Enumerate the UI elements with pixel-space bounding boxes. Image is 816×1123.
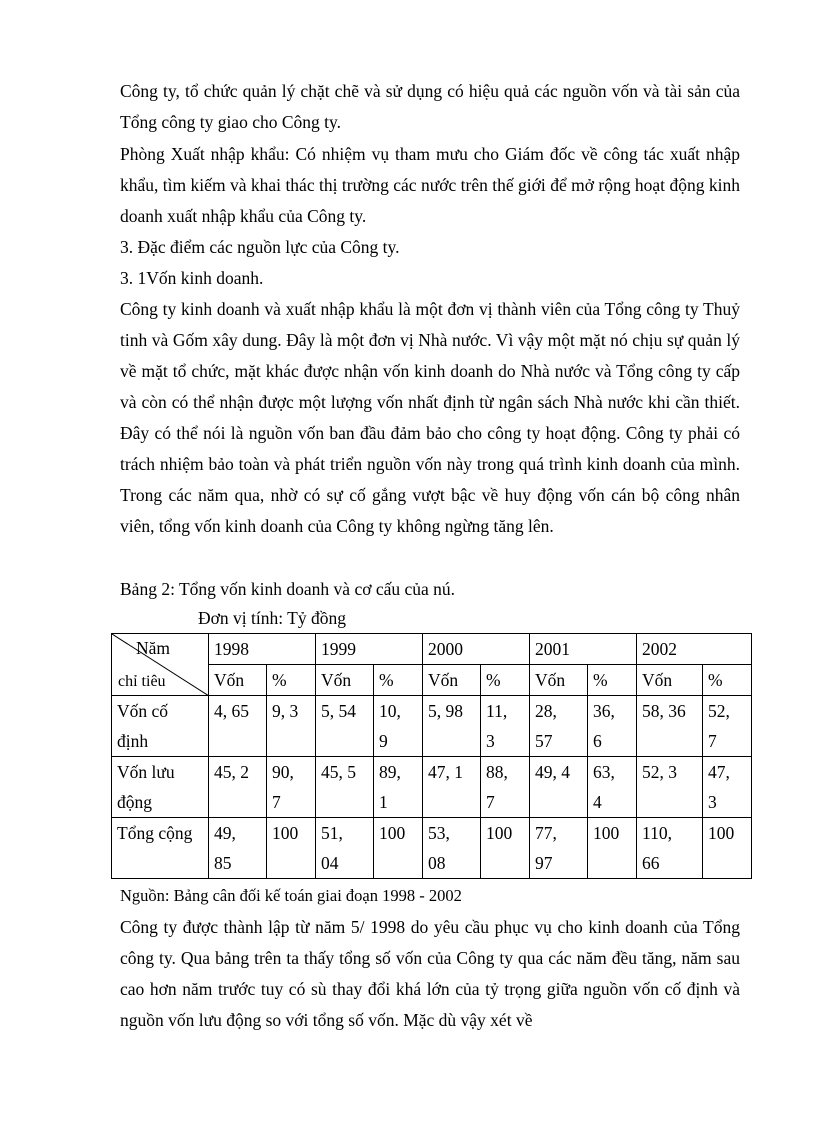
subheader-capital: Vốn — [209, 665, 267, 696]
table-cell: 52, 3 — [637, 757, 703, 818]
table-cell: 5, 98 — [423, 696, 481, 757]
table-corner-cell — [112, 634, 209, 696]
table-cell: 28, 57 — [530, 696, 588, 757]
table-cell: 53, 08 — [423, 818, 481, 879]
table-header-years — [112, 634, 752, 665]
subheader-percent: % — [374, 665, 423, 696]
table-cell: 100 — [481, 818, 530, 879]
subheader-percent: % — [267, 665, 316, 696]
subheader-capital: Vốn — [316, 665, 374, 696]
table-row-total — [112, 818, 752, 879]
year-header: 2001 — [530, 634, 637, 665]
table-cell: 10, 9 — [374, 696, 423, 757]
paragraph-analysis: Công ty được thành lập từ năm 5/ 1998 do yêu cầu phục vụ cho kinh doanh của Tổng công ty. Qua bảng trên ta thấy tổng số vốn của Công ty qua các năm đều tăng, năm sau cao hơn năm trước tuy có sù thay đổi khá lớn của tỷ trọng giữa nguồn vốn cố định và nguồn vốn lưu động so với tổng số vốn. Mặc dù vậy xét về — [120, 917, 740, 1030]
table-cell: 100 — [703, 818, 752, 879]
table-cell: 47, 1 — [423, 757, 481, 818]
paragraph-import-export-dept: Phòng Xuất nhập khẩu: Có nhiệm vụ tham mưu cho Giám đốc về công tác xuất nhập khẩu, tìm kiếm và khai thác thị trường các nước trên thế giới để mở rộng hoạt động kinh doanh xuất nhập khẩu của Công ty. — [120, 144, 740, 226]
section-heading-3-1: 3. 1Vốn kinh doanh. — [120, 268, 264, 288]
subheader-capital: Vốn — [530, 665, 588, 696]
paragraph-capital: Công ty kinh doanh và xuất nhập khẩu là một đơn vị thành viên của Tổng công ty Thuỷ tinh và Gốm xây dung. Đây là một đơn vị Nhà nước. Vì vậy một mặt nó chịu sự quản lý về mặt tổ chức, mặt khác được nhận vốn kinh doanh do Nhà nước và Tổng công ty cấp và còn có thể nhận được một lượng vốn nhất định từ ngân sách Nhà nước khi cần thiết. Đây có thể nói là nguồn vốn ban đầu đảm bảo cho công ty hoạt động. Công ty phải có trách nhiệm bảo toàn và phát triển nguồn vốn này trong quá trình kinh doanh của mình. Trong các năm qua, nhờ có sự cố gắng vượt bậc về huy động vốn cán bộ công nhân viên, tổng vốn kinh doanh của Công ty không ngừng tăng lên. — [120, 299, 740, 536]
year-header: 2002 — [637, 634, 752, 665]
table-cell: 4, 65 — [209, 696, 267, 757]
corner-label-criteria: chỉ tiêu — [118, 673, 166, 690]
year-header: 1999 — [316, 634, 423, 665]
table-cell: 36, 6 — [588, 696, 637, 757]
table-cell: 100 — [374, 818, 423, 879]
year-header: 1998 — [209, 634, 316, 665]
table-row-fixed-capital — [112, 696, 752, 757]
table-cell: 89, 1 — [374, 757, 423, 818]
table-source: Nguồn: Bảng cân đối kế toán giai đoạn 1998 - 2002 — [120, 886, 462, 905]
paragraph-accounting: Công ty, tổ chức quản lý chặt chẽ và sử dụng có hiệu quả các nguồn vốn và tài sản của Tổng công ty giao cho Công ty. — [120, 81, 740, 132]
subheader-percent: % — [703, 665, 752, 696]
capital-table — [111, 633, 752, 879]
table-cell: 63, 4 — [588, 757, 637, 818]
table-cell: 58, 36 — [637, 696, 703, 757]
table-cell: 51, 04 — [316, 818, 374, 879]
table-unit: Đơn vị tính: Tỷ đồng — [198, 608, 346, 628]
row-label: Vốn cố định — [112, 696, 209, 757]
table-caption: Bảng 2: Tổng vốn kinh doanh và cơ cấu của nú. — [120, 579, 456, 599]
table-cell: 11, 3 — [481, 696, 530, 757]
table-cell: 5, 54 — [316, 696, 374, 757]
corner-label-year: Năm — [136, 638, 171, 658]
section-heading-3: 3. Đặc điểm các nguồn lực của Công ty. — [120, 237, 400, 257]
row-label: Vốn lưu động — [112, 757, 209, 818]
table-cell: 45, 5 — [316, 757, 374, 818]
table-row-working-capital — [112, 757, 752, 818]
table-cell: 47, 3 — [703, 757, 752, 818]
subheader-percent: % — [588, 665, 637, 696]
table-cell: 49, 85 — [209, 818, 267, 879]
table-cell: 77, 97 — [530, 818, 588, 879]
row-label: Tổng cộng — [112, 818, 209, 879]
table-cell: 110, 66 — [637, 818, 703, 879]
table-cell: 45, 2 — [209, 757, 267, 818]
subheader-percent: % — [481, 665, 530, 696]
year-header: 2000 — [423, 634, 530, 665]
table-cell: 88, 7 — [481, 757, 530, 818]
table-cell: 9, 3 — [267, 696, 316, 757]
subheader-capital: Vốn — [637, 665, 703, 696]
table-cell: 100 — [267, 818, 316, 879]
table-cell: 52, 7 — [703, 696, 752, 757]
subheader-capital: Vốn — [423, 665, 481, 696]
table-cell: 100 — [588, 818, 637, 879]
table-cell: 90, 7 — [267, 757, 316, 818]
table-cell: 49, 4 — [530, 757, 588, 818]
